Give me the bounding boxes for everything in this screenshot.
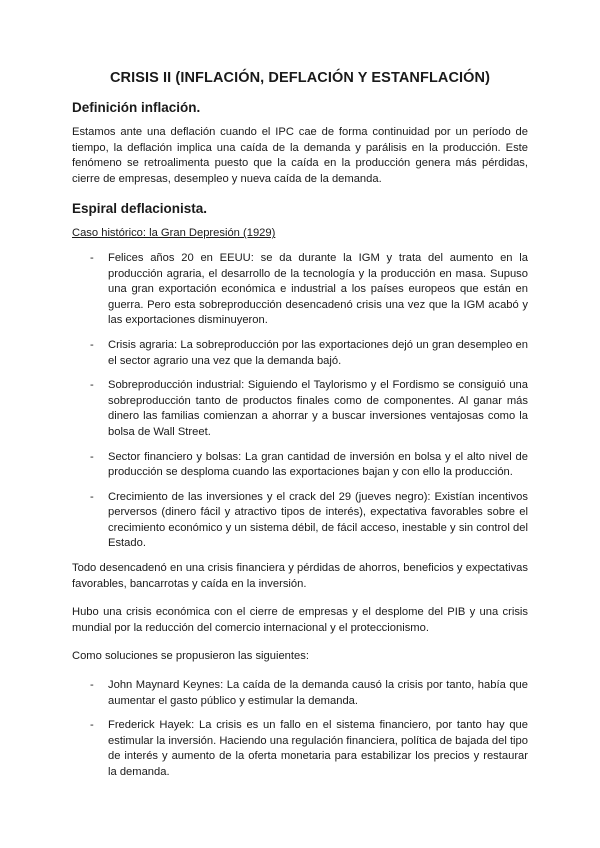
dash-marker: - [90, 490, 94, 503]
dash-marker: - [90, 379, 94, 392]
dash-marker: - [90, 251, 94, 264]
case-study-title: Caso histórico: la Gran Depresión (1929) [72, 227, 276, 240]
dash-marker: - [90, 679, 94, 692]
list-item-text: Sector financiero y bolsas: La gran cantidad de inversión en bolsa y el alto nivel de producción se desploma cuando las exportaciones bajan y con ello la producción. [108, 450, 528, 479]
list-item [72, 251, 528, 329]
dash-marker: - [90, 450, 94, 463]
list-item [72, 490, 528, 552]
historical-bullet-list [72, 251, 528, 552]
solutions-intro-paragraph: Como soluciones se propusieron las siguientes: [72, 650, 309, 663]
list-item [72, 678, 528, 709]
consequences-paragraph: Todo desencadenó en una crisis financiera y pérdidas de ahorros, beneficios y expectativas favorables, bancarrotas y caída en la inversión. [72, 562, 528, 590]
economic-crisis-paragraph: Hubo una crisis económica con el cierre de empresas y el desplome del PIB y una crisis mundial por la reducción del comercio internacional y el proteccionismo. [72, 606, 528, 634]
document-title: CRISIS II (INFLACIÓN, DEFLACIÓN Y ESTANFLACIÓN) [109, 70, 491, 86]
list-item-text: Frederick Hayek: La crisis es un fallo en el sistema financiero, por tanto hay que estimular la inversión. Haciendo una regulación financiera, política de bajada del tipo de interés y aumento de la oferta monetaria para estabilizar los precios y restaurar la demanda. [108, 719, 528, 778]
list-item-text: Felices años 20 en EEUU: se da durante la IGM y trata del aumento en la producción agraria, el desarrollo de la tecnología y la producción en masa. Supuso una gran exportación económica e industrial a los países europeos que están en guerra. Pero esta sobreproducción desencadenó crisis una vez que la IGM acabó y las exportaciones disminuyeron. [108, 251, 528, 327]
list-item-text: Crecimiento de las inversiones y el crack del 29 (jueves negro): Existían incentivos perversos (dinero fácil y atractivo tipos de interés), expectativa favorables sobre el crecimiento económico y un sistema débil, de fácil acceso, inestable y sin control del Estado. [108, 490, 528, 550]
list-item [72, 718, 528, 780]
list-item-text: Crisis agraria: La sobreproducción por las exportaciones dejó un gran desempleo en el sector agrario una vez que la demanda bajó. [108, 338, 528, 367]
list-item [72, 338, 528, 369]
list-item [72, 378, 528, 440]
definition-paragraph: Estamos ante una deflación cuando el IPC cae de forma continuidad por un período de tiempo, la deflación implica una caída de la demanda y parálisis en la producción. Este fenómeno se retroalimenta puesto que la caída en la producción genera más pérdidas, cierre de empresas, desempleo y nueva caída de la demanda. [72, 126, 528, 185]
list-item-text: Sobreproducción industrial: Siguiendo el Taylorismo y el Fordismo se consiguió una sobreproducción tanto de productos finales como de componentes. Al ganar más dinero las familias comienzan a ahorrar y a buscar inversiones ventajosas como la bolsa de Wall Street. [108, 379, 528, 438]
solutions-bullet-list [72, 678, 528, 781]
section-heading-definition: Definición inflación. [72, 100, 201, 115]
dash-marker: - [90, 719, 94, 732]
dash-marker: - [90, 338, 94, 351]
section-heading-spiral: Espiral deflacionista. [72, 201, 208, 217]
list-item [72, 450, 528, 481]
list-item-text: John Maynard Keynes: La caída de la demanda causó la crisis por tanto, había que aumentar el gasto público y estimular la demanda. [108, 679, 528, 707]
